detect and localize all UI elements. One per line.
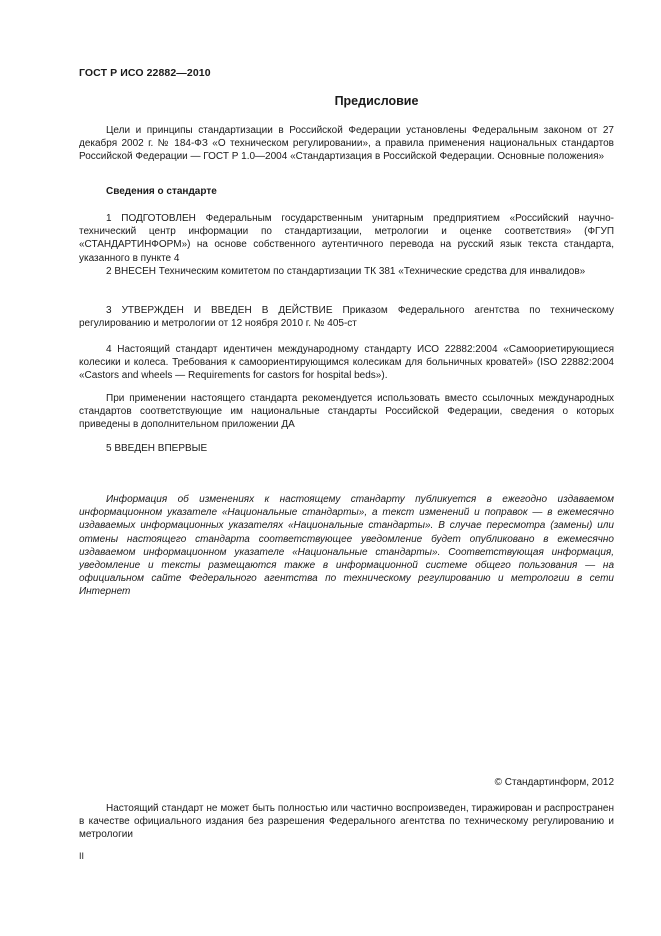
standard-info-references-note: При применении настоящего стандарта рекомендуется использовать вместо ссылочных международных стандартов соответствующие им национальные стандарты Российской Федерации, сведения о которых приведены в дополнительном приложении ДА [79,393,614,431]
standard-info-item-2: 2 ВНЕСЕН Техническим комитетом по стандартизации ТК 381 «Технические средства для инвалидов» [106,266,586,277]
standard-info-item-3: 3 УТВЕРЖДЕН И ВВЕДЕН В ДЕЙСТВИЕ Приказом Федерального агентства по техническому регулированию и метрологии от 12 ноября 2010 г. № 405-ст [79,305,614,330]
reproduction-notice: Настоящий стандарт не может быть полностью или частично воспроизведен, тиражирован и распространен в качестве официального издания без разрешения Федерального агентства по техническому регулированию и метрологии [79,803,614,841]
page-title: Предисловие [334,94,419,108]
standard-info-item-5: 5 ВВЕДЕН ВПЕРВЫЕ [106,443,208,454]
copyright-line: © Стандартинформ, 2012 [494,777,614,788]
standard-info-item-1: 1 ПОДГОТОВЛЕН Федеральным государственным унитарным предприятием «Российский научно-технический центр информации по стандартизации, метрологии и оценке соответствия» (ФГУП «СТАНДАРТИНФОРМ») на основе собственного аутентичного перевода на русский язык текста стандарта, указанного в пункте 4 [79,213,614,264]
intro-paragraph: Цели и принципы стандартизации в Российской Федерации установлены Федеральным законом от 27 декабря 2002 г. № 184-ФЗ «О техническом регулировании», а правила применения национальных стандартов Российской Федерации — ГОСТ Р 1.0—2004 «Стандартизация в Российской Федерации. Основные положения» [79,125,614,163]
document-code: ГОСТ Р ИСО 22882—2010 [79,67,211,79]
changes-notice: Информация об изменениях к настоящему стандарту публикуется в ежегодно издаваемом информационном указателе «Национальные стандарты», а текст изменений и поправок — в ежемесячно издаваемых информационных указателях «Национальные стандарты». В случае пересмотра (замены) или отмены настоящего стандарта соответствующее уведомление будет опубликовано в ежемесячно издаваемом информационном указателе «Национальные стандарты». Соответствующая информация, уведомление и тексты размещаются также в информационной системе общего пользования — на официальном сайте Федерального агентства по техническому регулированию и метрологии в сети Интернет [79,494,614,598]
page-number: II [79,851,85,861]
standard-info-heading: Сведения о стандарте [106,186,217,197]
standard-info-item-4: 4 Настоящий стандарт идентичен международному стандарту ИСО 22882:2004 «Самоориетирующиеся колесики и колеса. Требования к самоориентирующимся колесикам для больничных кроватей» (ISO 22882:2004 «Castors and wheels — Requirements for castors for hospital beds»). [79,344,614,382]
